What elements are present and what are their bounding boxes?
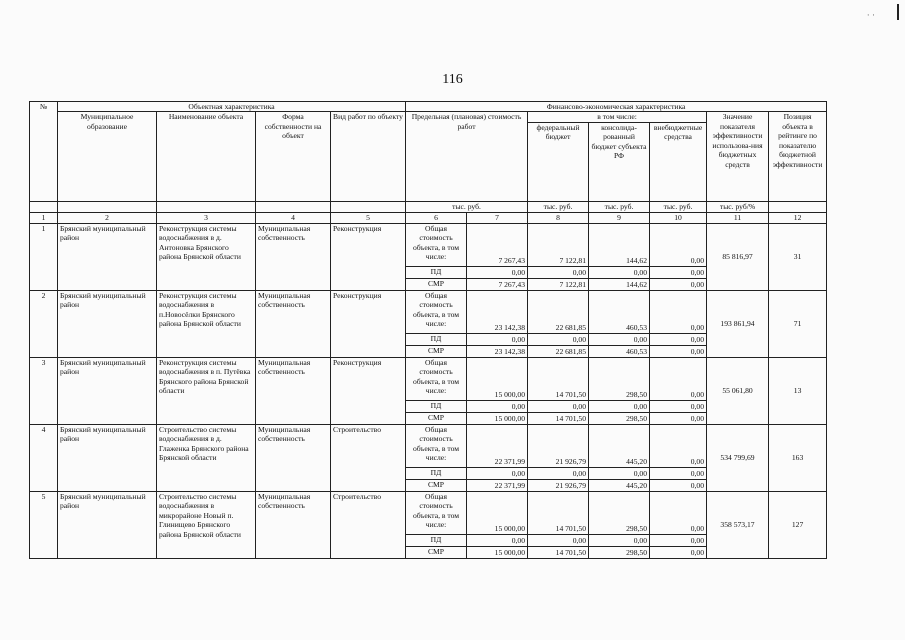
cell-value: 298,50 bbox=[589, 491, 650, 534]
cell-value: 144,62 bbox=[589, 223, 650, 266]
hdr-unit-cons: тыс. руб. bbox=[589, 201, 650, 212]
cell-object: Реконструкция системы водоснабжения в д. Антоновка Брянского района Брянской области bbox=[157, 223, 256, 290]
cell-value: 0,00 bbox=[650, 223, 707, 266]
cell-value: 22 371,99 bbox=[467, 424, 528, 467]
cell-value: 0,00 bbox=[650, 546, 707, 558]
hdr-object-char: Объектная характеристика bbox=[58, 102, 406, 112]
cell-total-label: Общая стоимость объекта, в том числе: bbox=[406, 290, 467, 333]
cell-object: Реконструкция системы водоснабжения в п. Путёвка Брянского района Брянской области bbox=[157, 357, 256, 424]
cell-work-type: Реконструкция bbox=[331, 290, 406, 357]
col-number: 7 bbox=[467, 212, 528, 223]
cell-value: 144,62 bbox=[589, 278, 650, 290]
cell-value: 14 701,50 bbox=[528, 357, 589, 400]
cell-pd-label: ПД bbox=[406, 333, 467, 345]
cell-total-label: Общая стоимость объекта, в том числе: bbox=[406, 424, 467, 467]
col-number: 8 bbox=[528, 212, 589, 223]
cell-pd-label: ПД bbox=[406, 400, 467, 412]
cell-value: 0,00 bbox=[650, 290, 707, 333]
cell-value: 0,00 bbox=[528, 534, 589, 546]
cell-num: 5 bbox=[30, 491, 58, 558]
cell-value: 0,00 bbox=[650, 400, 707, 412]
cell-value: 22 681,85 bbox=[528, 290, 589, 333]
hdr-federal: федеральный бюджет bbox=[528, 122, 589, 201]
hdr-cost: Предельная (плановая) стоимость работ bbox=[406, 112, 528, 201]
hdr-rating: Позиция объекта в рейтинге по показателю бюджетной эффективности bbox=[769, 112, 827, 201]
col-number: 10 bbox=[650, 212, 707, 223]
cell-value: 15 000,00 bbox=[467, 412, 528, 424]
hdr-including: в том числе: bbox=[528, 112, 707, 122]
cell-smr-label: СМР bbox=[406, 479, 467, 491]
investment-table bbox=[29, 101, 827, 559]
cell-value: 0,00 bbox=[589, 534, 650, 546]
col-number: 11 bbox=[707, 212, 769, 223]
cell-pd-label: ПД bbox=[406, 266, 467, 278]
cell-municipality: Брянский муниципальный район bbox=[58, 424, 157, 491]
cell-num: 4 bbox=[30, 424, 58, 491]
cell-value: 0,00 bbox=[528, 467, 589, 479]
cell-rating: 13 bbox=[769, 357, 827, 424]
cell-efficiency: 358 573,17 bbox=[707, 491, 769, 558]
cell-smr-label: СМР bbox=[406, 412, 467, 424]
hdr-fin-char: Финансово-экономическая характеристика bbox=[406, 102, 827, 112]
cell-value: 14 701,50 bbox=[528, 412, 589, 424]
cell-value: 0,00 bbox=[650, 424, 707, 467]
cell-value: 0,00 bbox=[650, 412, 707, 424]
cell-rating: 163 bbox=[769, 424, 827, 491]
hdr-efficiency: Значение показателя эффективности использова-ния бюджетных средств bbox=[707, 112, 769, 201]
cell-value: 0,00 bbox=[467, 400, 528, 412]
cell-value: 0,00 bbox=[650, 333, 707, 345]
cell-efficiency: 55 061,80 bbox=[707, 357, 769, 424]
cell-value: 460,53 bbox=[589, 290, 650, 333]
cell-value: 0,00 bbox=[589, 400, 650, 412]
cell-value: 22 681,85 bbox=[528, 345, 589, 357]
hdr-work-type: Вид работ по объекту bbox=[331, 112, 406, 201]
cell-value: 23 142,38 bbox=[467, 345, 528, 357]
cell-work-type: Строительство bbox=[331, 491, 406, 558]
hdr-ownership: Форма собственности на объект bbox=[256, 112, 331, 201]
cell-value: 0,00 bbox=[467, 333, 528, 345]
cell-value: 7 267,43 bbox=[467, 223, 528, 266]
table-row bbox=[30, 424, 827, 467]
cell-pd-label: ПД bbox=[406, 534, 467, 546]
cell-value: 298,50 bbox=[589, 357, 650, 400]
page-number: 116 bbox=[442, 72, 463, 87]
cell-total-label: Общая стоимость объекта, в том числе: bbox=[406, 357, 467, 400]
cell-value: 15 000,00 bbox=[467, 546, 528, 558]
cell-ownership: Муниципальная собственность bbox=[256, 424, 331, 491]
edge-mark bbox=[897, 4, 899, 20]
cell-rating: 127 bbox=[769, 491, 827, 558]
cell-value: 15 000,00 bbox=[467, 491, 528, 534]
cell-value: 0,00 bbox=[528, 266, 589, 278]
table-row bbox=[30, 223, 827, 266]
hdr-unit-eff: тыс. руб/% bbox=[707, 201, 769, 212]
cell-rating: 71 bbox=[769, 290, 827, 357]
cell-efficiency: 85 816,97 bbox=[707, 223, 769, 290]
cell-municipality: Брянский муниципальный район bbox=[58, 223, 157, 290]
col-number: 5 bbox=[331, 212, 406, 223]
cell-pd-label: ПД bbox=[406, 467, 467, 479]
hdr-offbudget: внебюджетные средства bbox=[650, 122, 707, 201]
cell-value: 14 701,50 bbox=[528, 491, 589, 534]
col-number: 6 bbox=[406, 212, 467, 223]
cell-object: Реконструкция системы водоснабжения в п.Новосёлки Брянского района Брянской области bbox=[157, 290, 256, 357]
cell-value: 21 926,79 bbox=[528, 424, 589, 467]
cell-value: 0,00 bbox=[650, 345, 707, 357]
cell-value: 0,00 bbox=[650, 357, 707, 400]
cell-value: 0,00 bbox=[528, 333, 589, 345]
hdr-object-name: Наименование объекта bbox=[157, 112, 256, 201]
cell-value: 0,00 bbox=[467, 534, 528, 546]
cell-value: 7 267,43 bbox=[467, 278, 528, 290]
cell-value: 0,00 bbox=[650, 491, 707, 534]
cell-value: 22 371,99 bbox=[467, 479, 528, 491]
cell-municipality: Брянский муниципальный район bbox=[58, 290, 157, 357]
hdr-consolidated: консолидарованный бюджет субъекта РФ bbox=[589, 122, 650, 201]
cell-ownership: Муниципальная собственность bbox=[256, 357, 331, 424]
cell-value: 445,20 bbox=[589, 424, 650, 467]
cell-ownership: Муниципальная собственность bbox=[256, 290, 331, 357]
cell-value: 0,00 bbox=[650, 534, 707, 546]
cell-total-label: Общая стоимость объекта, в том числе: bbox=[406, 223, 467, 266]
cell-value: 14 701,50 bbox=[528, 546, 589, 558]
cell-value: 298,50 bbox=[589, 546, 650, 558]
cell-value: 0,00 bbox=[589, 467, 650, 479]
hdr-municipality: Муниципальное образование bbox=[58, 112, 157, 201]
cell-value: 445,20 bbox=[589, 479, 650, 491]
cell-object: Строительство системы водоснабжения в микрорайоне Новый п. Глинищево Брянского района Брянской области bbox=[157, 491, 256, 558]
cell-work-type: Реконструкция bbox=[331, 223, 406, 290]
hdr-unit-fed: тыс. руб. bbox=[528, 201, 589, 212]
cell-work-type: Строительство bbox=[331, 424, 406, 491]
cell-value: 21 926,79 bbox=[528, 479, 589, 491]
col-number: 12 bbox=[769, 212, 827, 223]
cell-value: 0,00 bbox=[650, 278, 707, 290]
hdr-unit-cost: тыс. руб. bbox=[406, 201, 528, 212]
cell-efficiency: 534 799,69 bbox=[707, 424, 769, 491]
table-row bbox=[30, 491, 827, 534]
cell-smr-label: СМР bbox=[406, 546, 467, 558]
cell-value: 0,00 bbox=[589, 266, 650, 278]
hdr-num: № bbox=[30, 102, 58, 202]
cell-value: 298,50 bbox=[589, 412, 650, 424]
hdr-unit-off: тыс. руб. bbox=[650, 201, 707, 212]
table-row bbox=[30, 290, 827, 333]
col-number: 9 bbox=[589, 212, 650, 223]
cell-num: 1 bbox=[30, 223, 58, 290]
cell-value: 15 000,00 bbox=[467, 357, 528, 400]
cell-ownership: Муниципальная собственность bbox=[256, 223, 331, 290]
cell-num: 3 bbox=[30, 357, 58, 424]
cell-value: 0,00 bbox=[650, 479, 707, 491]
cell-rating: 31 bbox=[769, 223, 827, 290]
cell-total-label: Общая стоимость объекта, в том числе: bbox=[406, 491, 467, 534]
col-number: 2 bbox=[58, 212, 157, 223]
cell-value: 0,00 bbox=[467, 467, 528, 479]
cell-num: 2 bbox=[30, 290, 58, 357]
cell-ownership: Муниципальная собственность bbox=[256, 491, 331, 558]
cell-efficiency: 193 861,94 bbox=[707, 290, 769, 357]
cell-municipality: Брянский муниципальный район bbox=[58, 357, 157, 424]
col-number: 4 bbox=[256, 212, 331, 223]
cell-value: 7 122,81 bbox=[528, 223, 589, 266]
cell-value: 0,00 bbox=[467, 266, 528, 278]
cell-value: 23 142,38 bbox=[467, 290, 528, 333]
cell-smr-label: СМР bbox=[406, 345, 467, 357]
cell-work-type: Реконструкция bbox=[331, 357, 406, 424]
cell-value: 0,00 bbox=[650, 266, 707, 278]
cell-object: Строительство системы водоснабжения в д. Глаженка Брянского района Брянской области bbox=[157, 424, 256, 491]
cell-value: 460,53 bbox=[589, 345, 650, 357]
edge-dots: · · bbox=[866, 10, 875, 20]
cell-smr-label: СМР bbox=[406, 278, 467, 290]
col-number: 1 bbox=[30, 212, 58, 223]
cell-municipality: Брянский муниципальный район bbox=[58, 491, 157, 558]
cell-value: 7 122,81 bbox=[528, 278, 589, 290]
cell-value: 0,00 bbox=[589, 333, 650, 345]
cell-value: 0,00 bbox=[528, 400, 589, 412]
cell-value: 0,00 bbox=[650, 467, 707, 479]
table-row bbox=[30, 357, 827, 400]
col-number: 3 bbox=[157, 212, 256, 223]
